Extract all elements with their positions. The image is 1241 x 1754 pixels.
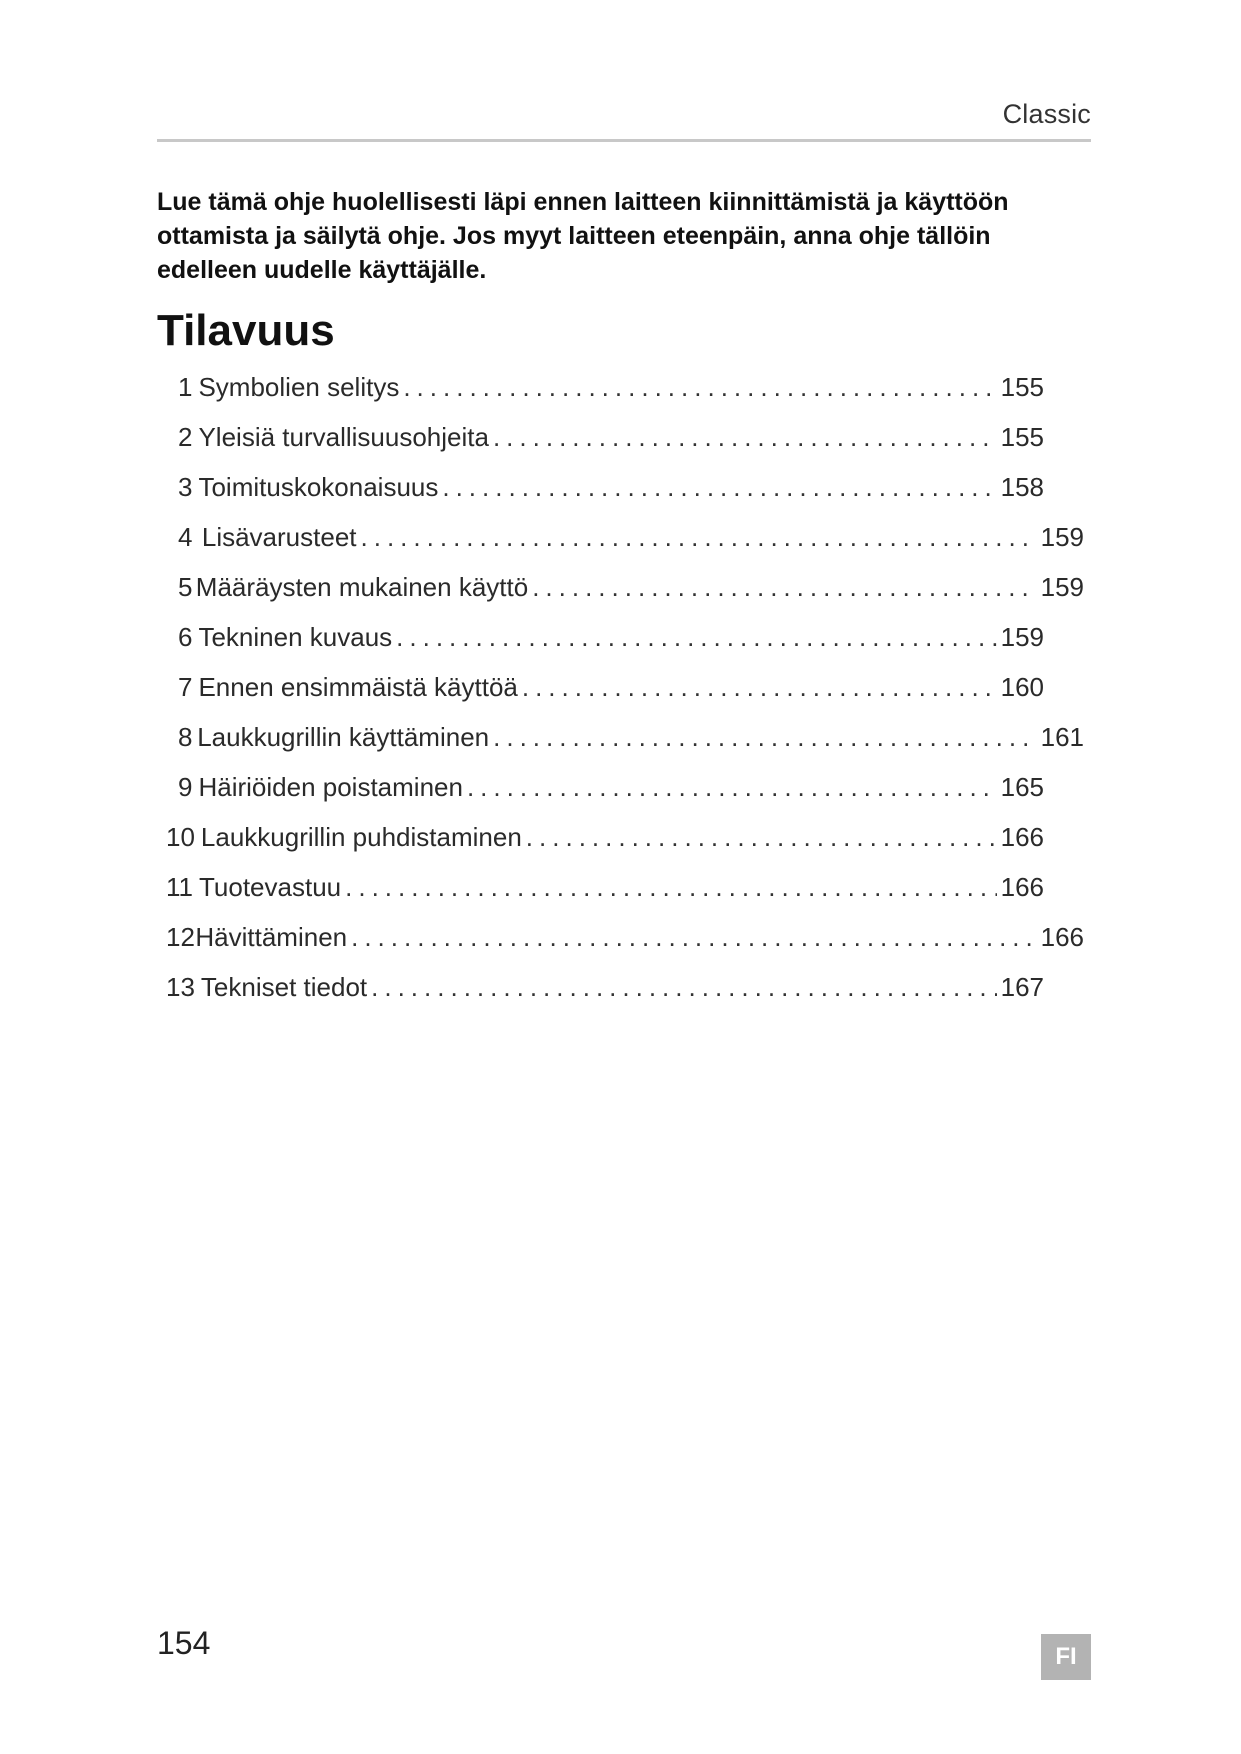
toc-item-number: 9 — [178, 772, 193, 802]
toc-item-number: 4 — [178, 522, 193, 552]
toc-item[interactable] — [166, 972, 1044, 1012]
toc-item-page: 167 — [1000, 972, 1044, 1002]
toc-item-number: 13 — [166, 972, 195, 1002]
toc-item-label: Lisävarusteet — [201, 522, 357, 552]
toc-leader-dots — [522, 672, 997, 703]
toc-leader-dots — [403, 372, 996, 403]
toc-item[interactable] — [178, 572, 1084, 612]
toc-item-label: Tekninen kuvaus — [198, 622, 393, 652]
toc-leader-dots — [526, 822, 997, 853]
toc-item-number: 11 — [166, 872, 193, 902]
toc-item-number: 3 — [178, 472, 193, 502]
toc-item-page: 159 — [1000, 622, 1044, 652]
toc-leader-dots — [532, 572, 1036, 603]
toc-item[interactable] — [178, 472, 1044, 512]
toc-item-number: 12 — [166, 922, 195, 952]
toc-item-label: Häiriöiden poistaminen — [198, 772, 463, 802]
toc-item-page: 159 — [1040, 522, 1084, 552]
toc-item-number: 2 — [178, 422, 193, 452]
toc-item-number: 8 — [178, 722, 193, 752]
toc-item[interactable] — [166, 922, 1084, 962]
toc-leader-dots — [396, 622, 996, 653]
toc-item[interactable] — [178, 622, 1044, 662]
toc-item-page: 160 — [1000, 672, 1044, 702]
toc-item-page: 159 — [1040, 572, 1084, 602]
toc-item[interactable] — [178, 422, 1044, 462]
toc-item[interactable] — [178, 522, 1084, 562]
language-badge: FI — [1041, 1634, 1091, 1680]
toc-item-number: 7 — [178, 672, 193, 702]
toc-item-page: 158 — [1000, 472, 1044, 502]
toc-leader-dots — [351, 922, 1037, 953]
header-rule — [157, 139, 1091, 142]
toc-item-label: Toimituskokonaisuus — [198, 472, 439, 502]
toc-item-label: Hävittäminen — [195, 922, 348, 952]
toc-item[interactable] — [166, 872, 1044, 912]
toc-item[interactable] — [178, 722, 1084, 762]
header-label: Classic — [1002, 99, 1091, 129]
toc-item-label: Määräysten mukainen käyttö — [195, 572, 529, 602]
toc-item[interactable] — [178, 772, 1044, 812]
toc-title: Tilavuus — [157, 306, 335, 355]
toc-item-page: 161 — [1040, 722, 1084, 752]
toc-leader-dots — [371, 972, 996, 1003]
toc-item-label: Laukkugrillin puhdistaminen — [200, 822, 522, 852]
toc-item-page: 166 — [1000, 872, 1044, 902]
toc-item-label: Ennen ensimmäistä käyttöä — [198, 672, 518, 702]
page-number: 154 — [157, 1625, 211, 1661]
toc-item-number: 6 — [178, 622, 193, 652]
toc-item[interactable] — [178, 672, 1044, 712]
toc-leader-dots — [493, 722, 1036, 753]
toc-item-page: 155 — [1000, 422, 1044, 452]
toc-item[interactable] — [166, 822, 1044, 862]
toc-item-number: 10 — [166, 822, 195, 852]
toc-item-label: Tekniset tiedot — [200, 972, 368, 1002]
toc-item-label: Yleisiä turvallisuusohjeita — [198, 422, 489, 452]
toc-item-label: Laukkugrillin käyttäminen — [197, 722, 490, 752]
toc-leader-dots — [345, 872, 996, 903]
toc-leader-dots — [467, 772, 997, 803]
toc-item-page: 166 — [1000, 822, 1044, 852]
toc-leader-dots — [361, 522, 1037, 553]
toc-leader-dots — [442, 472, 996, 503]
toc-item-page: 166 — [1040, 922, 1084, 952]
toc-item-number: 1 — [178, 372, 193, 402]
toc-item-number: 5 — [178, 572, 193, 602]
toc-item[interactable] — [178, 372, 1044, 412]
toc-item-label: Tuotevastuu — [199, 872, 342, 902]
toc-item-label: Symbolien selitys — [198, 372, 400, 402]
toc-leader-dots — [493, 422, 997, 453]
toc-item-page: 165 — [1000, 772, 1044, 802]
intro-paragraph: Lue tämä ohje huolellisesti läpi ennen laitteen kiinnittämistä ja käyttöön ottamista ja säilytä ohje. Jos myyt laitteen eteenpäin, anna ohje tällöin edelleen uudelle käyttäjälle. — [157, 188, 1009, 284]
toc-item-page: 155 — [1000, 372, 1044, 402]
